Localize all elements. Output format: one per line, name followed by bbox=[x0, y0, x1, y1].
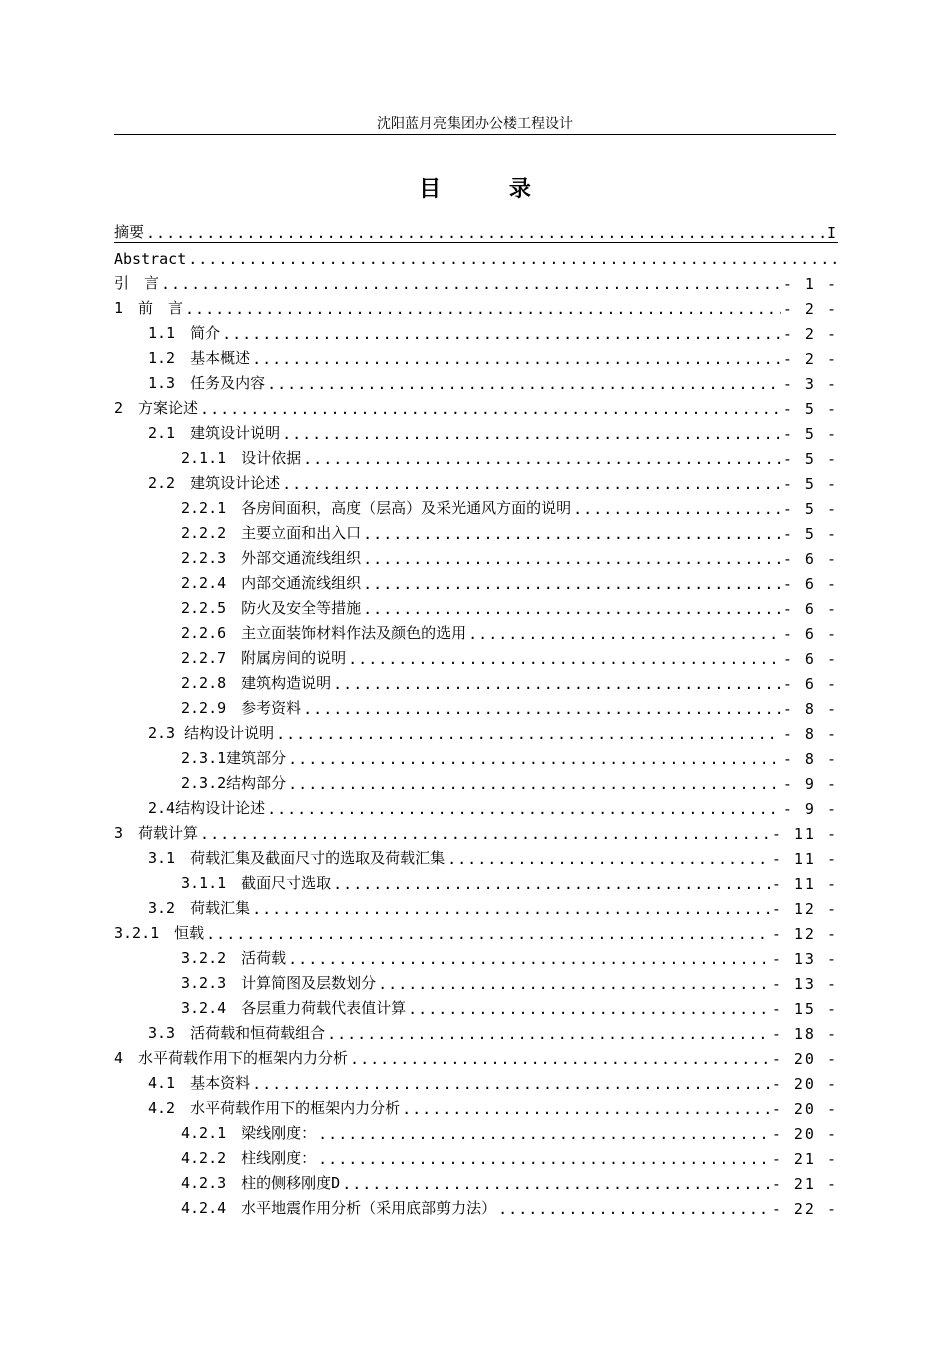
toc-entry-label: 2.2.4 内部交通流线组织 bbox=[181, 574, 362, 592]
page-header: 沈阳蓝月亮集团办公楼工程设计 bbox=[114, 116, 836, 135]
toc-entry-page: - 5 - bbox=[782, 450, 838, 468]
toc-entry-label: 2.3.1建筑部分 bbox=[181, 749, 287, 767]
table-of-contents bbox=[114, 218, 838, 1218]
toc-entry[interactable] bbox=[114, 418, 838, 443]
toc-entry[interactable] bbox=[114, 243, 838, 268]
toc-leader-dots bbox=[333, 675, 781, 693]
toc-entry[interactable] bbox=[114, 468, 838, 493]
toc-entry[interactable] bbox=[114, 993, 838, 1018]
toc-entry-label: 2 方案论述 bbox=[114, 399, 199, 417]
toc-entry-label: 引 言 bbox=[114, 274, 160, 292]
toc-entry-label: 2.2.8 建筑构造说明 bbox=[181, 674, 332, 692]
toc-entry[interactable] bbox=[114, 968, 838, 993]
toc-entry-label: 2.3.2结构部分 bbox=[181, 774, 287, 792]
toc-entry-page: - 6 - bbox=[782, 675, 838, 693]
toc-leader-dots bbox=[252, 900, 770, 918]
toc-entry-page: - 8 - bbox=[782, 725, 838, 743]
toc-leader-dots bbox=[402, 1100, 770, 1118]
toc-leader-dots bbox=[282, 425, 781, 443]
toc-entry[interactable] bbox=[114, 768, 838, 793]
toc-entry-label: 4.2.1 梁线刚度： bbox=[181, 1124, 317, 1142]
toc-entry-page: - 5 - bbox=[782, 500, 838, 518]
toc-entry-page: - 13 - bbox=[771, 975, 838, 993]
toc-leader-dots bbox=[342, 1175, 770, 1193]
toc-leader-dots bbox=[252, 1075, 770, 1093]
toc-entry-page: - 15 - bbox=[771, 1000, 838, 1018]
toc-entry[interactable] bbox=[114, 368, 838, 393]
toc-leader-dots bbox=[363, 550, 781, 568]
toc-entry[interactable] bbox=[114, 393, 838, 418]
toc-entry-label: Abstract bbox=[114, 250, 187, 268]
toc-leader-dots bbox=[468, 625, 781, 643]
toc-entry-label: 3.3 活荷载和恒荷载组合 bbox=[148, 1024, 326, 1042]
toc-entry[interactable] bbox=[114, 1043, 838, 1068]
toc-entry-page: I bbox=[826, 224, 838, 242]
toc-leader-dots bbox=[303, 700, 781, 718]
toc-entry[interactable] bbox=[114, 1193, 838, 1218]
toc-leader-dots bbox=[288, 950, 770, 968]
toc-entry[interactable] bbox=[114, 218, 838, 243]
toc-entry[interactable] bbox=[114, 1093, 838, 1118]
toc-leader-dots bbox=[498, 1200, 770, 1218]
toc-entry-label: 1 前 言 bbox=[114, 299, 184, 317]
toc-entry-page: - 11 - bbox=[771, 875, 838, 893]
toc-leader-dots bbox=[318, 1125, 770, 1143]
toc-entry-label: 2.4结构设计论述 bbox=[148, 799, 266, 817]
toc-entry[interactable] bbox=[114, 443, 838, 468]
toc-entry-page: - 1 - bbox=[782, 275, 838, 293]
toc-leader-dots bbox=[276, 725, 781, 743]
toc-entry-label: 1.3 任务及内容 bbox=[148, 374, 266, 392]
toc-leader-dots bbox=[408, 1000, 770, 1018]
toc-leader-dots bbox=[318, 1150, 770, 1168]
toc-entry[interactable] bbox=[114, 918, 838, 943]
toc-entry-page: - 2 - bbox=[782, 350, 838, 368]
toc-entry-label: 2.1 建筑设计说明 bbox=[148, 424, 281, 442]
toc-entry-label: 4.2.2 柱线刚度： bbox=[181, 1149, 317, 1167]
toc-entry-page: - 5 - bbox=[782, 425, 838, 443]
toc-entry[interactable] bbox=[114, 818, 838, 843]
toc-entry-page: - 6 - bbox=[782, 650, 838, 668]
toc-leader-dots bbox=[161, 275, 781, 293]
toc-leader-dots bbox=[288, 750, 781, 768]
toc-entry[interactable] bbox=[114, 1168, 838, 1193]
toc-leader-dots bbox=[267, 800, 781, 818]
toc-leader-dots bbox=[252, 350, 781, 368]
toc-entry-page: - 20 - bbox=[771, 1075, 838, 1093]
toc-entry-label: 3 荷载计算 bbox=[114, 824, 199, 842]
toc-entry[interactable] bbox=[114, 1143, 838, 1168]
toc-entry-label: 4.1 基本资料 bbox=[148, 1074, 251, 1092]
toc-entry-label: 3.2.3 计算简图及层数划分 bbox=[181, 974, 377, 992]
toc-entry-page: - 13 - bbox=[771, 950, 838, 968]
toc-entry-label: 2.2.9 参考资料 bbox=[181, 699, 302, 717]
toc-entry-page: - 12 - bbox=[771, 925, 838, 943]
toc-entry-label: 3.2.4 各层重力荷载代表值计算 bbox=[181, 999, 407, 1017]
toc-leader-dots bbox=[378, 975, 770, 993]
toc-entry[interactable] bbox=[114, 543, 838, 568]
toc-entry-page: - 2 - bbox=[782, 300, 838, 318]
toc-entry-label: 3.1 荷载汇集及截面尺寸的选取及荷载汇集 bbox=[148, 849, 446, 867]
toc-leader-dots bbox=[288, 775, 781, 793]
toc-entry[interactable] bbox=[114, 293, 838, 318]
toc-leader-dots bbox=[200, 825, 770, 843]
toc-leader-dots bbox=[363, 600, 781, 618]
toc-entry-label: 4.2 水平荷载作用下的框架内力分析 bbox=[148, 1099, 401, 1117]
page-title: 目 录 bbox=[419, 177, 561, 202]
toc-leader-dots bbox=[333, 875, 770, 893]
toc-entry-page: - 2 - bbox=[782, 325, 838, 343]
toc-entry-page: - 5 - bbox=[782, 525, 838, 543]
toc-entry[interactable] bbox=[114, 943, 838, 968]
toc-entry-page: - 20 - bbox=[771, 1100, 838, 1118]
toc-leader-dots bbox=[222, 325, 781, 343]
toc-entry-label: 3.1.1 截面尺寸选取 bbox=[181, 874, 332, 892]
toc-entry-page: - 11 - bbox=[771, 825, 838, 843]
toc-entry-page: - 18 - bbox=[771, 1025, 838, 1043]
toc-leader-dots bbox=[146, 224, 825, 242]
toc-entry-label: 1.1 简介 bbox=[148, 324, 221, 342]
toc-entry[interactable] bbox=[114, 268, 838, 293]
toc-entry[interactable] bbox=[114, 868, 838, 893]
toc-entry-label: 2.2.2 主要立面和出入口 bbox=[181, 524, 362, 542]
toc-entry[interactable] bbox=[114, 518, 838, 543]
toc-entry-page: - 5 - bbox=[782, 400, 838, 418]
toc-entry-page: - 5 - bbox=[782, 475, 838, 493]
toc-leader-dots bbox=[188, 250, 836, 268]
toc-entry-page: - 21 - bbox=[771, 1175, 838, 1193]
toc-entry[interactable] bbox=[114, 593, 838, 618]
toc-leader-dots bbox=[348, 650, 781, 668]
toc-entry-label: 1.2 基本概述 bbox=[148, 349, 251, 367]
toc-entry[interactable] bbox=[114, 793, 838, 818]
toc-entry-label: 3.2.1 恒载 bbox=[114, 924, 205, 942]
toc-entry-page: - 21 - bbox=[771, 1150, 838, 1168]
toc-entry-label: 4 水平荷载作用下的框架内力分析 bbox=[114, 1049, 349, 1067]
toc-entry-page: - 8 - bbox=[782, 700, 838, 718]
toc-entry-label: 3.2.2 活荷载 bbox=[181, 949, 287, 967]
toc-entry-label: 2.2 建筑设计论述 bbox=[148, 474, 281, 492]
toc-entry[interactable] bbox=[114, 718, 838, 743]
toc-leader-dots bbox=[267, 375, 781, 393]
toc-entry-label: 2.2.3 外部交通流线组织 bbox=[181, 549, 362, 567]
toc-entry-page: - 20 - bbox=[771, 1050, 838, 1068]
toc-entry[interactable] bbox=[114, 693, 838, 718]
toc-entry[interactable] bbox=[114, 493, 838, 518]
toc-entry-label: 摘要 bbox=[114, 223, 145, 241]
toc-entry-page: - 22 - bbox=[771, 1200, 838, 1218]
toc-leader-dots bbox=[185, 300, 781, 318]
toc-entry-label: 2.3 结构设计说明 bbox=[148, 724, 275, 742]
toc-entry-page: - 20 - bbox=[771, 1125, 838, 1143]
toc-entry[interactable] bbox=[114, 893, 838, 918]
toc-entry-label: 2.2.1 各房间面积，高度（层高）及采光通风方面的说明 bbox=[181, 499, 572, 517]
toc-entry-label: 2.1.1 设计依据 bbox=[181, 449, 302, 467]
toc-entry[interactable] bbox=[114, 343, 838, 368]
toc-entry[interactable] bbox=[114, 618, 838, 643]
toc-entry-label: 4.2.4 水平地震作用分析（采用底部剪力法） bbox=[181, 1199, 497, 1217]
toc-leader-dots bbox=[363, 525, 781, 543]
toc-entry[interactable] bbox=[114, 668, 838, 693]
toc-leader-dots bbox=[282, 475, 781, 493]
toc-entry[interactable] bbox=[114, 643, 838, 668]
toc-entry[interactable] bbox=[114, 318, 838, 343]
toc-entry[interactable] bbox=[114, 1018, 838, 1043]
toc-entry-page: - 6 - bbox=[782, 600, 838, 618]
toc-entry-page: - 9 - bbox=[782, 800, 838, 818]
toc-leader-dots bbox=[363, 575, 781, 593]
toc-entry-label: 2.2.5 防火及安全等措施 bbox=[181, 599, 362, 617]
toc-entry-label: 2.2.6 主立面装饰材料作法及颜色的选用 bbox=[181, 624, 467, 642]
toc-leader-dots bbox=[303, 450, 781, 468]
toc-entry-page: - 12 - bbox=[771, 900, 838, 918]
toc-entry-label: 3.2 荷载汇集 bbox=[148, 899, 251, 917]
toc-leader-dots bbox=[350, 1050, 770, 1068]
toc-entry[interactable] bbox=[114, 568, 838, 593]
toc-leader-dots bbox=[200, 400, 781, 418]
toc-leader-dots bbox=[573, 500, 781, 518]
toc-entry[interactable] bbox=[114, 1068, 838, 1093]
toc-entry-page: - 3 - bbox=[782, 375, 838, 393]
toc-leader-dots bbox=[206, 925, 770, 943]
toc-entry-label: 4.2.3 柱的侧移刚度D bbox=[181, 1174, 341, 1192]
toc-entry-page: - 6 - bbox=[782, 625, 838, 643]
toc-entry-label: 2.2.7 附属房间的说明 bbox=[181, 649, 347, 667]
toc-entry-page: - 8 - bbox=[782, 750, 838, 768]
toc-entry[interactable] bbox=[114, 1118, 838, 1143]
toc-entry-page: - 6 - bbox=[782, 575, 838, 593]
toc-leader-dots bbox=[447, 850, 770, 868]
toc-leader-dots bbox=[327, 1025, 770, 1043]
toc-entry[interactable] bbox=[114, 843, 838, 868]
toc-entry-page: - 6 - bbox=[782, 550, 838, 568]
toc-entry[interactable] bbox=[114, 743, 838, 768]
toc-entry-page: - 9 - bbox=[782, 775, 838, 793]
toc-entry-page: - 11 - bbox=[771, 850, 838, 868]
